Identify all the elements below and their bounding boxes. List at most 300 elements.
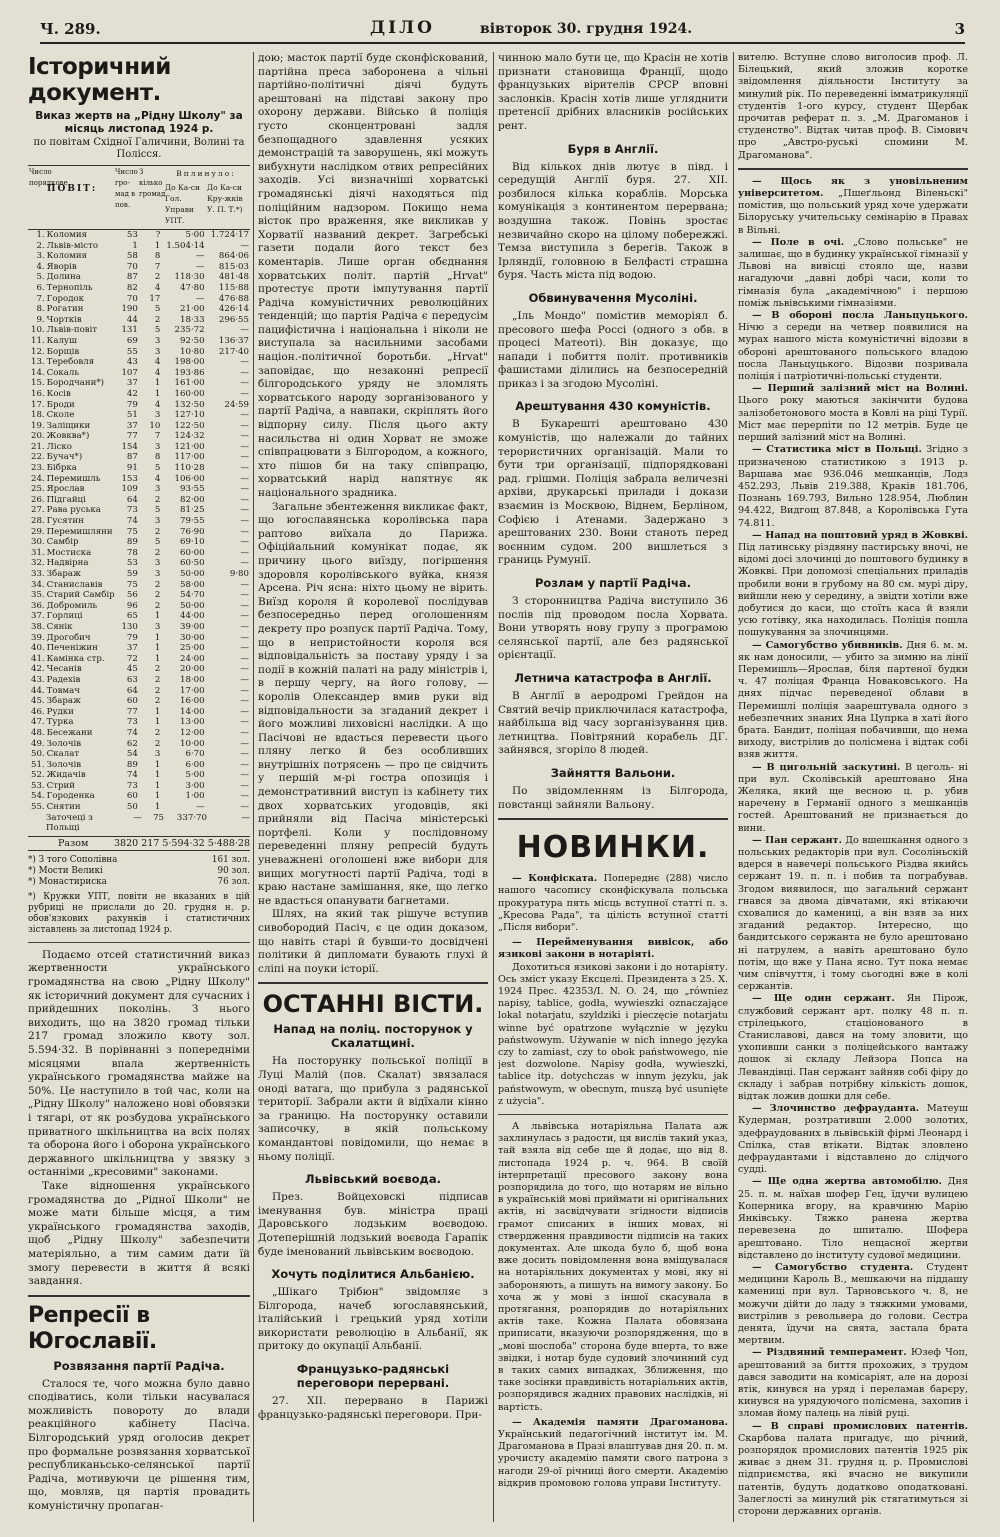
table-cell: 3.	[36, 251, 45, 262]
table-cell: 193·86	[174, 367, 205, 378]
table-cell: —	[240, 632, 249, 643]
district-name: Бесежани	[46, 727, 93, 738]
district-name: Чортків	[46, 314, 82, 325]
headline-valona: Зайняття Вальони.	[550, 765, 676, 780]
table-cell: 74	[126, 727, 138, 738]
footnote-label: *) Мости Великі	[28, 865, 103, 876]
table-cell: 53	[126, 558, 138, 569]
table-cell: 25.	[31, 484, 45, 495]
paragraph: Шлях, на який так рішуче вступив сивобородий Пасіч, є це один доказом, що навіть старі й бувши-то досвідчені політики й дипломати бувають глухі й сліпі на поуки історії.	[258, 908, 488, 975]
table-cell: 1.504·14	[166, 240, 205, 251]
district-name: Жовква*)	[46, 431, 90, 442]
table-cell: 2	[154, 272, 161, 283]
table-cell: 30·00	[180, 632, 205, 643]
column-4	[738, 52, 968, 1522]
table-cell: —	[240, 410, 249, 421]
district-name: Старий Самбір	[46, 590, 115, 601]
news-lead: — Щось як з уновільненим університетом.	[738, 175, 968, 200]
district-name: Збараж	[46, 696, 81, 707]
table-cell: 1	[154, 780, 161, 791]
district-name: Борщів	[46, 346, 80, 357]
table-cell: 121·00	[174, 441, 205, 452]
table-cell: 426·14	[218, 304, 249, 315]
table-cell: 127·10	[174, 410, 205, 421]
table-cell: 81·25	[180, 505, 205, 516]
table-cell: 58·00	[180, 579, 205, 590]
table-cell: 37.	[31, 611, 45, 622]
district-name: Чесанів	[46, 664, 82, 675]
table-row	[28, 452, 250, 463]
table-cell: —	[240, 579, 249, 590]
table-cell: 864·06	[218, 251, 249, 262]
table-cell: 5	[154, 463, 161, 474]
table-cell: 20.	[31, 431, 45, 442]
table-cell: 62	[126, 738, 138, 749]
table-cell: 16·00	[180, 696, 205, 707]
news-text: Попереднє (288) число нашого часопису сконфіскувала польська прокуратура пять місць вступної статті п. з. „Кресова Рада", та цілість вступної статті „Після вибори".	[498, 873, 728, 933]
table-row	[28, 421, 250, 432]
article-title-historic: Історичний документ.	[28, 54, 171, 106]
table-cell: 18·33	[180, 314, 205, 325]
extra-val: 75	[153, 812, 164, 823]
district-name: Рогатин	[46, 304, 84, 315]
table-cell: 39·00	[180, 621, 205, 632]
article-subtitle-bold: Виказ жертв на „Рідну Школу" за місяць листопад 1924 р.	[35, 110, 243, 135]
table-cell: 69·10	[180, 537, 205, 548]
news-text: Юзеф Чоп, арештований за биття прохожих, з трудом дався заводити на комісаріят, але на дорозі втік, кинувся на уряд і переламав барєру, кинувся на урядуючого полісмена, захопив і зломав йому палець на лівій руці.	[738, 1347, 968, 1420]
district-name: Коломия	[46, 230, 87, 240]
district-name: Камінка стр.	[46, 653, 105, 664]
district-name: Підгайці	[46, 494, 86, 505]
table-cell: 2	[154, 738, 161, 749]
section-title-news: НОВИНКИ.	[516, 830, 710, 866]
table-cell: —	[240, 770, 249, 781]
table-cell: 7.	[36, 293, 45, 304]
table-cell: 190	[121, 304, 138, 315]
table-cell: 2	[154, 685, 161, 696]
table-cell: 91	[126, 463, 138, 474]
table-cell: 65	[126, 611, 138, 622]
table-row	[28, 251, 250, 262]
news-lead: — В обороні посла Ланьцуцького.	[752, 310, 968, 322]
table-cell: 41.	[31, 653, 45, 664]
extra-val: —	[241, 812, 250, 823]
district-name: Долина	[46, 272, 81, 283]
table-cell: 79	[126, 632, 138, 643]
table-cell: 42.	[31, 664, 45, 675]
table-cell: 51.	[31, 759, 45, 770]
table-cell: 1.	[36, 230, 45, 240]
table-cell: 1	[154, 240, 161, 251]
table-cell: —	[240, 717, 249, 728]
table-cell: 15.	[31, 378, 45, 389]
table-cell: —	[240, 738, 249, 749]
table-cell: —	[240, 240, 249, 251]
table-cell: —	[240, 494, 249, 505]
footnote-value: 161 зол.	[211, 854, 250, 865]
table-cell: 3	[154, 621, 161, 632]
table-cell: 39.	[31, 632, 45, 643]
headline-arrests: Арештування 430 комуністів.	[515, 399, 711, 414]
table-cell: 10·80	[180, 346, 205, 357]
table-cell: 6.	[36, 282, 45, 293]
table-row	[28, 283, 250, 294]
table-row	[28, 622, 250, 633]
news-lead: — Ще один сержант.	[752, 993, 895, 1005]
table-cell: —	[240, 590, 249, 601]
news-lead: — Конфіската.	[512, 873, 598, 885]
table-cell: 43	[126, 357, 138, 368]
table-cell: 2	[154, 727, 161, 738]
table-cell: —	[240, 558, 249, 569]
table-cell: —	[240, 473, 249, 484]
table-cell: —	[240, 452, 249, 463]
table-cell: 73	[126, 505, 138, 516]
table-cell: 10·00	[180, 738, 205, 749]
table-cell: 42	[126, 388, 138, 399]
district-name: Ліско	[46, 441, 72, 452]
table-cell: —	[240, 388, 249, 399]
table-cell: —	[240, 759, 249, 770]
headline-air: Летнича катастрофа в Англії.	[514, 670, 712, 685]
table-row	[28, 749, 250, 760]
table-cell: 153	[121, 473, 138, 484]
table-cell: 31.	[31, 547, 45, 558]
article-subtitle: по повітам Східної Галичини, Волині та Полісся.	[33, 137, 245, 160]
table-cell: 4	[154, 282, 161, 293]
table-cell: —	[240, 664, 249, 675]
table-row	[28, 707, 250, 718]
table-cell: 13.	[31, 357, 45, 368]
table-row	[28, 463, 250, 474]
paragraph: Від кількох днів лютує в півд. і середущій Англії буря. 27. XII. розбилося кілька кораблів. Морська комунікація з континентом перервана; воздушна також. Повінь зростає незвичайно скоро на цілому побережжі. Темза виступила з берегів. Також в Ірляндії, головною в Белфасті страшна буря. Часть міста під водою.	[498, 160, 728, 282]
table-cell: —	[196, 293, 205, 304]
table-cell: 34.	[31, 579, 45, 590]
table-row	[28, 495, 250, 506]
table-cell: 72	[126, 653, 138, 664]
table-cell: 130	[121, 621, 138, 632]
table-cell: 12·00	[180, 727, 205, 738]
table-cell: 1.724·17	[210, 230, 249, 240]
table-cell: 76·90	[180, 526, 205, 537]
table-cell: 18.	[31, 410, 45, 421]
column-2	[258, 52, 488, 1522]
table-cell: 24.	[31, 473, 45, 484]
column-rule	[253, 52, 254, 1522]
district-name: Радехів	[46, 674, 81, 685]
extra-row-label: Заточеці з Польщі	[46, 812, 93, 834]
table-cell: 87	[126, 452, 138, 463]
news-text: Дохотиться язикові закони і до нотаріяту. Ось зміст указу Ексцелі. Президента з 25. X. 1924 Прес. 42353/I. N. O. 24, що „równiez napisy, tablice, godła, wywieszki oznaczające lokal notarjatu, szyldziki i pieczęcie notarjatu winne być opatrzone wyłącznie w języku państwowym. Używanie w nich innego języka czy to zamiast, czy to obok państwowego, nie jest dozwolone. Napisy godła, wywieszki, tablice itp. dotychczas w innym języku, jak państwowym, w obecnym, muszą być usunięte z użycia".	[498, 961, 728, 1107]
table-row	[28, 410, 250, 421]
table-cell: 6·70	[185, 749, 205, 760]
page-number-left: Ч. 289.	[40, 20, 101, 38]
table-cell: 37	[126, 378, 138, 389]
headline-voevoda: Львівський воєвода.	[305, 1172, 441, 1187]
table-cell: 16.	[31, 388, 45, 399]
table-row	[28, 590, 250, 601]
table-cell: 4.	[36, 261, 45, 272]
news-text: Дня 6. м. м. як нам доносили, — убито за зимню на лінії Перемишль—Ярослав, біля партеної будки ч. 47 поліцая Франца Новаковського. На днях підчас переведеної облави в Перемишлі поліція заарештувала одного з небезпечних знаних Яна Цупрка в хаті його брата. Бандит, поліцая побачивши, що нема виходу, вистрілив до полісмена і відтак собі взяв життя.	[738, 639, 968, 761]
headline-albania: Хочуть поділитися Альбанією.	[271, 1267, 475, 1282]
table-cell: 55	[126, 346, 138, 357]
district-name: Косів	[46, 388, 71, 399]
table-cell: 3	[154, 749, 161, 760]
table-cell: 93·55	[180, 484, 205, 495]
table-cell: 47.	[31, 717, 45, 728]
table-row	[28, 474, 250, 485]
table-cell: —	[240, 516, 249, 527]
table-row	[28, 294, 250, 305]
th-to-circ: До Ка-си Кру-жків У. П. Т.*)	[207, 183, 243, 214]
th-influx: Вплинуло:	[176, 169, 236, 178]
table-cell: 109	[121, 484, 138, 495]
table-row	[28, 675, 250, 686]
table-cell: 17.	[31, 399, 45, 410]
table-cell: 2	[154, 600, 161, 611]
table-cell: 3	[154, 569, 161, 579]
table-cell: 60·00	[180, 547, 205, 558]
table-cell: 24·59	[224, 399, 249, 410]
table-cell: —	[196, 251, 205, 262]
table-row	[28, 601, 250, 612]
section-title-latest: ОСТАННІ ВІСТИ.	[258, 982, 488, 1018]
table-row	[28, 580, 250, 591]
table-cell: 26.	[31, 494, 45, 505]
news-text: вителю. Вступне слово виголосив проф. Л. Білецький, який зложив коротке звідомлення діяльности Інституту за минулий рік. По переведенні імматрикуляції студентів 1-ого курсу, студент Щербак прочитав реферат п. з. „М. Драгоманов і студенство". Відтак читав проф. В. Сімович про „Австро-руські спомини М. Драгоманова".	[738, 52, 968, 161]
table-cell: —	[240, 791, 249, 802]
table-cell: 4	[154, 357, 161, 368]
district-name: Бібрка	[46, 463, 77, 474]
district-name: Золочів	[46, 738, 82, 749]
district-name: Заліщики	[46, 420, 91, 431]
table-row	[28, 516, 250, 527]
headline-split: Розлам у партії Радіча.	[534, 576, 692, 590]
th-to-gol: До Ка-си Гол. Управи УПТ.	[165, 183, 201, 225]
district-name: Стрий	[46, 780, 75, 791]
district-table	[28, 230, 250, 813]
table-cell: 10.	[31, 325, 45, 336]
table-cell: 154	[121, 441, 138, 452]
table-cell: 50·00	[180, 600, 205, 611]
table-row	[28, 527, 250, 538]
news-text: В цеголь- ні при вул. Сколівській арештовано Яна Желяка, який ще весною ц. р. убив наречену в Германії одного з мешканців гостей. Арештований не признається до вини.	[738, 761, 968, 834]
table-cell: 73	[126, 780, 138, 791]
table-row	[28, 548, 250, 559]
table-cell: 40.	[31, 643, 45, 654]
table-cell: 106·00	[174, 473, 205, 484]
news-lead: — Злочинство дефрауданта.	[752, 1103, 920, 1115]
table-cell: 9.	[36, 314, 45, 325]
district-name: Самбір	[46, 537, 79, 548]
table-cell: —	[240, 505, 249, 516]
district-name: Теребовля	[46, 357, 95, 368]
table-cell: 5·00	[185, 230, 205, 240]
th-communities: Число гро-мад в пов.	[115, 168, 138, 209]
district-name: Скалат	[46, 749, 80, 760]
table-cell: 60	[126, 696, 138, 707]
district-name: Львів-повіт	[46, 325, 98, 336]
table-cell: —	[240, 600, 249, 611]
district-name: Горлиці	[46, 611, 83, 622]
table-cell: 8.	[36, 304, 45, 315]
table-cell: 28.	[31, 516, 45, 527]
table-row	[28, 717, 250, 728]
news-lead: — Самогубство студента.	[752, 1261, 914, 1273]
table-cell: 44.	[31, 685, 45, 696]
table-cell: 63	[126, 674, 138, 685]
district-name: Бучач*)	[46, 452, 83, 463]
th-district: ПОВІТ:	[47, 184, 98, 194]
extra-val: —	[133, 812, 142, 823]
table-cell: 3	[154, 516, 161, 527]
table-cell: 1	[154, 791, 161, 802]
table-cell: 89	[126, 537, 138, 548]
district-name: Калуш	[46, 335, 77, 346]
table-cell: 48.	[31, 727, 45, 738]
table-cell: 3	[154, 484, 161, 495]
table-cell: —	[240, 378, 249, 389]
table-cell: 74	[126, 516, 138, 527]
news-text: А львівська нотаріяльна Палата аж захлинулась з радости, ця вислів такий указ, тай взяла від себе ще й додає, що від 8. листопада 1924 р. ч. 964. В своїй інтерпретації пресового закону вона розпорядила до того, що нотарям не вільно в українській мові приймати ні оригінальних актів, ні засвідчувати згідности відписів грамот списаних в інших мовах, ні ствердження правдивости підписів на таких документах. Але шкода було б, щоб вона вже досить повідомлення вона вміщувалася на нотаріяльних документах у мові, яку ні забороняють, а пишуть на вимогу закону. Бо хоча ж у мові з іншої скасувала в протягання, розпорядив до нотаріяльних актів таке. Кожна Палата обовязана приписати, вказуючи розпорядження, що в „мові шоспоба" сторона буде вперта, то вже звідки, і нотар буде судовий злочинний суд в таких самих випадках, Зближення, що таке зосінки правдивість нотаріальних актів, розпорядився жадних правових наслідків, ні вартість.	[498, 1120, 728, 1413]
district-name: Львів-місто	[46, 240, 99, 251]
headline-mussolini: Обвинувачення Мусоліні.	[528, 290, 698, 305]
district-name: Сколе	[46, 410, 75, 421]
table-cell: 1·00	[185, 791, 205, 802]
table-cell: —	[240, 685, 249, 696]
district-name: Товмач	[46, 685, 80, 696]
table-cell: —	[240, 749, 249, 760]
table-cell: 96	[126, 600, 138, 611]
district-name: Золочів	[46, 759, 82, 770]
table-cell: 27.	[31, 505, 45, 516]
table-row	[28, 739, 250, 750]
paragraph: На посторунку польської поліції в Луці Малій (пов. Скалат) звязалася оноді ватага, що прибула з радянської території. Забрали акти й відїхали кінно за границю. На посторунку оставили записочку, в якій польському командантові повідомили, що немає в ньому поліції.	[258, 1055, 488, 1163]
district-name: Печеніжин	[46, 643, 98, 654]
table-cell: 14.	[31, 367, 45, 378]
district-name: Ярослав	[46, 484, 85, 495]
district-name: Тернопіль	[46, 282, 93, 293]
table-row	[28, 325, 250, 336]
table-cell: 5	[154, 325, 161, 336]
table-cell: 1	[154, 759, 161, 770]
headline-storm: Буря в Англії.	[567, 141, 659, 156]
table-cell: —	[240, 463, 249, 474]
table-cell: 2	[154, 674, 161, 685]
table-cell: 1	[132, 240, 138, 251]
table-cell: 74	[126, 770, 138, 781]
table-row	[28, 389, 250, 400]
footnote-label: *) Монастириска	[28, 876, 107, 887]
table-cell: 110·28	[174, 463, 205, 474]
table-cell: 25·00	[180, 643, 205, 654]
news-lead: — Перейменування вивісок, або язикові закони в нотаріяті.	[498, 937, 728, 961]
table-row	[28, 696, 250, 707]
table-cell: 235·72	[174, 325, 205, 336]
district-name: Яворів	[46, 261, 77, 272]
table-cell: 79·55	[180, 516, 205, 527]
table-cell: 3	[154, 441, 161, 452]
paragraph: 27. XII. перервано в Парижі французько-радянські переговори. При-	[258, 1395, 488, 1421]
table-cell: 1	[154, 611, 161, 622]
paragraph: През. Войцеховскі підписав іменування був. міністра праці Даровського лодзьким воєводою. Дотеперішній лодзький воєвода Гарапік буде іменований львівським воєводою.	[258, 1191, 488, 1258]
table-cell: 3	[154, 410, 161, 421]
table-cell: —	[240, 357, 249, 368]
table-cell: 19.	[31, 420, 45, 431]
table-cell: 53	[126, 230, 138, 240]
table-cell: 3·00	[185, 780, 205, 791]
news-lead: — Академія памяти Драгоманова.	[512, 1416, 728, 1428]
news-text: Згідно з призначеною статистикою з 1913 р. Варшава має 936.046 мешканців, Лодз 452.293, Львів 219.388, Краків 181.706, Познань 169.793, Вильно 128.954, Люблин 94.422, Видгощ 87.848, а Королівська Гута 74.811.	[738, 444, 968, 529]
table-cell: 64	[126, 685, 138, 696]
table-cell: 92·50	[180, 335, 205, 346]
extra-val: 337·70	[176, 812, 207, 823]
district-name: Перемишляни	[46, 526, 113, 537]
news-lead: — В справі промислових патентів.	[752, 1420, 968, 1432]
table-row	[28, 654, 250, 665]
district-name: Турка	[46, 717, 74, 728]
table-cell: 21.	[31, 441, 45, 452]
table-cell: 37	[126, 420, 138, 431]
table-cell: 33.	[31, 569, 45, 579]
paragraph: „Шікаго Трібюн" звідомляє з Білгорода, начеб югославянський, італійський і грецький уряд хотіли використати революцію в Альбанії, як притоку до окупації Альбанії.	[258, 1286, 488, 1353]
table-row	[28, 781, 250, 792]
table-row	[28, 304, 250, 315]
table-row	[28, 368, 250, 379]
news-text: „Пшеґльонд Віленьскі" помістив, що польський уряд хоче удержати Білоруську учительську семінарію в Правах в Вільні.	[738, 188, 968, 236]
table-cell: 49.	[31, 738, 45, 749]
district-name: Сокаль	[46, 367, 80, 378]
paragraph: дою; масток партії буде сконфіскований, партійна преса заборонена а чільні партійно-політичні діячі будуть арештовані на підставі закону про охорону держави. Військо й поліція густо сконцентровані задля безпощадного здавлення усяких демонстрацій та заворушень, які можуть вибухнути наслідком отвих репресійних заходів. Усі визначніші хорватські громадянські діячі находяться під поліційним надзором. Покищо нема вісток про враження, яке викликав у Хорватії названий декрет. Загребські газети подали його текст без коментарів. Лише орган обєднання хорватських політ. партій „Hrvat" протестує проти імпутування партії Радіча комуністичних революційних тенденцій; що партія Радіча є передусім пацифістична і національна і ніколи не виступала за насильними засобами націон.-політичної боротьби. „Hrvat" заповідає, що незаконні репресії білгородського уряду не зломлять хорватського народу зорганізованого у партії Радіча, а навпаки, скріплять його відпорну силу. Після цього акту насильства ні один Хорват не зможе співпрацювати з Білгородом, а кожного, хто пішов би на таку співпрацю, хорватський нарід напятнує як національного зрадника.	[258, 52, 488, 499]
district-name: Гусятин	[46, 516, 84, 527]
table-cell: 77	[126, 431, 138, 442]
table-cell: 35.	[31, 590, 45, 601]
table-cell: 1	[154, 632, 161, 643]
table-cell: —	[240, 727, 249, 738]
district-name: Жидачів	[46, 770, 86, 781]
news-text: До вшешкання одного з польських редакторів при вул. Сосоліньскій вдерся в навечері польського Різдва якийсь сержант 19. п. п. і побив та пограбував. Згодом виявилося, що загальний сержант гнався за двома дівчатами, які втікаючи сховалися до камениці, а він взяв за них згаданий редактор. Інтересно, що бандитського сержанта не було арештовано ні патрулем, а навіть арештовано було потім, що вже у Пана ясно. Тут пока немає чим співчуття, і тому сьогодні вже в колі сержантів.	[738, 834, 968, 993]
table-cell: 64	[126, 494, 138, 505]
table-cell: 82·00	[180, 494, 205, 505]
table-cell: 1	[154, 653, 161, 664]
table-row	[28, 802, 250, 813]
headline-french: Французько-радянські переговори перервані.	[296, 1362, 450, 1391]
table-cell: 75	[126, 579, 138, 590]
table-cell: 60	[126, 791, 138, 802]
table-cell: 815·03	[218, 261, 249, 272]
table-cell: 10	[149, 420, 161, 431]
news-text: Ян Пірож, службовий сержант арт. полку 48 п. п. стрілецького, стаціонованого в Станиславові, дався на тому зловити, що ухопивши санки з поліцейського вантажу дошок зі складу Лейзора Попса на Левандівці. Пан сержант зайняв собі фіру до складу і забрав потрібну кількість дошок, відтак ложив дошки для себе.	[738, 993, 968, 1103]
district-name: Снятин	[46, 802, 81, 813]
table-row	[28, 728, 250, 739]
table-row	[28, 643, 250, 654]
table-cell: 5	[154, 537, 161, 548]
table-cell: 1	[154, 717, 161, 728]
column-1	[28, 52, 250, 1522]
district-name: Рудки	[46, 706, 74, 717]
table-cell: 32.	[31, 558, 45, 569]
table-cell: 131	[121, 325, 138, 336]
paragraph: По звідомленням із Білгорода, повстанці зайняли Вальону.	[498, 784, 728, 811]
table-cell: 7	[154, 431, 161, 442]
table-cell: 122·50	[174, 420, 205, 431]
news-text: Матеуш Кудерман, розтративши 2.000 золотих, здефраудованих в львівській фірмі Леонард і Спілка, став втікати. Відтак зловлено дефраудантами і відставлено до слідчого судді.	[738, 1103, 968, 1176]
table-cell: —	[240, 526, 249, 537]
table-cell: 55.	[31, 802, 45, 813]
table-cell: 1	[154, 643, 161, 654]
table-cell: 75	[126, 526, 138, 537]
table-cell: —	[240, 484, 249, 495]
